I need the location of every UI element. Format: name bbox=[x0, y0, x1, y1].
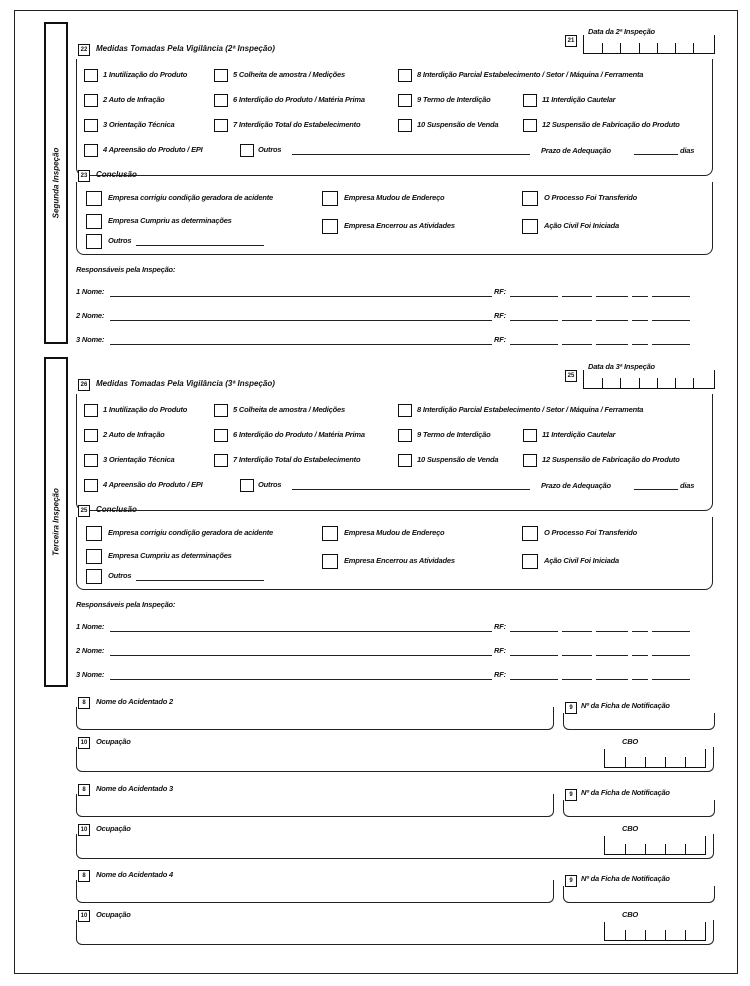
measure-checkbox[interactable] bbox=[214, 94, 228, 107]
responsavel-name-label: 1 Nome: bbox=[76, 287, 105, 296]
rf-label: RF: bbox=[494, 311, 506, 320]
measure-label: 1 Inutilização do Produto bbox=[103, 405, 188, 414]
conclusion-label: O Processo Foi Transferido bbox=[544, 528, 638, 537]
measure-label: 12 Suspensão de Fabricação do Produto bbox=[542, 120, 680, 129]
rf-label: RF: bbox=[494, 335, 506, 344]
field-number: 9 bbox=[565, 875, 577, 887]
prazo-label: Prazo de Adequação bbox=[541, 146, 611, 155]
field-number: 10 bbox=[78, 737, 90, 749]
measure-checkbox[interactable] bbox=[214, 69, 228, 82]
conclusion-label: Empresa corrigiu condição geradora de acidente bbox=[108, 193, 274, 202]
notification-field[interactable] bbox=[563, 713, 715, 730]
notification-label: Nº da Ficha de Notificação bbox=[581, 701, 670, 710]
measure-checkbox[interactable] bbox=[523, 429, 537, 442]
rf-segment[interactable] bbox=[510, 679, 558, 680]
conclusion-title: Conclusão bbox=[96, 505, 137, 514]
rf-segment[interactable] bbox=[510, 631, 558, 632]
conclusion-checkbox[interactable] bbox=[322, 191, 338, 206]
conclusion-label: Empresa Encerrou as Atividades bbox=[344, 556, 455, 565]
field-number: 10 bbox=[78, 824, 90, 836]
field-number: 26 bbox=[78, 379, 90, 391]
rf-label: RF: bbox=[494, 622, 506, 631]
conclusion-outros-line[interactable] bbox=[136, 245, 264, 246]
measure-label: 11 Interdição Cautelar bbox=[542, 95, 616, 104]
conclusion-checkbox[interactable] bbox=[322, 526, 338, 541]
measure-label: 11 Interdição Cautelar bbox=[542, 430, 616, 439]
measure-label: 2 Auto de Infração bbox=[103, 430, 165, 439]
date-input[interactable] bbox=[583, 370, 715, 389]
measure-label: 4 Apreensão do Produto / EPI bbox=[103, 480, 203, 489]
rf-segment[interactable] bbox=[596, 296, 628, 297]
field-number: 8 bbox=[78, 784, 90, 796]
responsavel-name-label: 3 Nome: bbox=[76, 335, 105, 344]
cbo-input[interactable] bbox=[604, 922, 706, 941]
rf-label: RF: bbox=[494, 646, 506, 655]
measure-label: 3 Orientação Técnica bbox=[103, 455, 175, 464]
field-number: 21 bbox=[565, 35, 577, 47]
outros-line[interactable] bbox=[292, 154, 530, 155]
conclusion-checkbox[interactable] bbox=[522, 526, 538, 541]
conclusion-label: Ação Civil Foi Iniciada bbox=[544, 556, 620, 565]
conclusion-label: Empresa Cumpriu as determinações bbox=[108, 216, 232, 225]
rf-segment[interactable] bbox=[562, 296, 592, 297]
conclusion-checkbox[interactable] bbox=[86, 526, 102, 541]
cbo-input[interactable] bbox=[604, 836, 706, 855]
conclusion-label: Empresa Mudou de Endereço bbox=[344, 528, 445, 537]
accident-name-field[interactable] bbox=[76, 707, 554, 730]
conclusion-checkbox[interactable] bbox=[86, 191, 102, 206]
rf-segment[interactable] bbox=[510, 344, 558, 345]
conclusion-label: Empresa Mudou de Endereço bbox=[344, 193, 445, 202]
conclusion-outros-line[interactable] bbox=[136, 580, 264, 581]
field-number: 10 bbox=[78, 910, 90, 922]
measure-label: 8 Interdição Parcial Estabelecimento / Setor / Máquina / Ferramenta bbox=[417, 70, 644, 79]
conclusion-checkbox[interactable] bbox=[322, 554, 338, 569]
responsavel-name-line[interactable] bbox=[110, 655, 492, 656]
rf-segment[interactable] bbox=[562, 320, 592, 321]
accident-name-label: Nome do Acidentado 2 bbox=[96, 697, 173, 706]
measure-checkbox[interactable] bbox=[398, 94, 412, 107]
rf-segment[interactable] bbox=[596, 631, 628, 632]
rf-segment[interactable] bbox=[510, 655, 558, 656]
rf-segment[interactable] bbox=[632, 320, 648, 321]
rf-segment[interactable] bbox=[652, 320, 690, 321]
side-tab-label: Terceira Inspeção bbox=[51, 488, 61, 556]
conclusion-label: O Processo Foi Transferido bbox=[544, 193, 638, 202]
rf-label: RF: bbox=[494, 287, 506, 296]
accident-name-field[interactable] bbox=[76, 880, 554, 903]
responsavel-name-line[interactable] bbox=[110, 320, 492, 321]
rf-segment[interactable] bbox=[510, 296, 558, 297]
occupation-label: Ocupação bbox=[96, 824, 131, 833]
cbo-label: CBO bbox=[622, 910, 639, 919]
measure-checkbox[interactable] bbox=[214, 404, 228, 417]
measure-checkbox[interactable] bbox=[398, 119, 412, 132]
dias-label: dias bbox=[680, 481, 695, 490]
measure-label: 9 Termo de Interdição bbox=[417, 430, 491, 439]
rf-segment[interactable] bbox=[632, 344, 648, 345]
rf-segment[interactable] bbox=[562, 344, 592, 345]
measure-label: 4 Apreensão do Produto / EPI bbox=[103, 145, 203, 154]
measure-checkbox[interactable] bbox=[84, 94, 98, 107]
conclusion-checkbox[interactable] bbox=[322, 219, 338, 234]
field-number: 8 bbox=[78, 870, 90, 882]
conclusion-label: Empresa Encerrou as Atividades bbox=[344, 221, 455, 230]
notification-field[interactable] bbox=[563, 886, 715, 903]
date-label: Data da 2ª Inspeção bbox=[588, 27, 655, 36]
measure-checkbox[interactable] bbox=[214, 454, 228, 467]
rf-segment[interactable] bbox=[632, 296, 648, 297]
notification-label: Nº da Ficha de Notificação bbox=[581, 874, 670, 883]
field-number: 25 bbox=[565, 370, 577, 382]
side-tab-inspection bbox=[44, 357, 68, 687]
dias-label: dias bbox=[680, 146, 695, 155]
measure-label: 10 Suspensão de Venda bbox=[417, 455, 499, 464]
measure-label: 8 Interdição Parcial Estabelecimento / Setor / Máquina / Ferramenta bbox=[417, 405, 644, 414]
measure-label: 2 Auto de Infração bbox=[103, 95, 165, 104]
measure-checkbox[interactable] bbox=[398, 69, 412, 82]
measure-checkbox[interactable] bbox=[398, 404, 412, 417]
field-number: 22 bbox=[78, 44, 90, 56]
rf-segment[interactable] bbox=[652, 631, 690, 632]
conclusion-label: Outros bbox=[108, 571, 132, 580]
responsavel-name-line[interactable] bbox=[110, 296, 492, 297]
measure-label: 6 Interdição do Produto / Matéria Prima bbox=[233, 95, 365, 104]
rf-segment[interactable] bbox=[596, 344, 628, 345]
rf-segment[interactable] bbox=[562, 631, 592, 632]
rf-segment[interactable] bbox=[652, 655, 690, 656]
rf-segment[interactable] bbox=[652, 296, 690, 297]
measure-label: 7 Interdição Total do Estabelecimento bbox=[233, 120, 361, 129]
responsavel-name-label: 1 Nome: bbox=[76, 622, 105, 631]
measure-checkbox[interactable] bbox=[240, 144, 254, 157]
rf-label: RF: bbox=[494, 670, 506, 679]
conclusion-label: Ação Civil Foi Iniciada bbox=[544, 221, 620, 230]
responsavel-name-line[interactable] bbox=[110, 631, 492, 632]
responsaveis-title: Responsáveis pela Inspeção: bbox=[76, 265, 176, 274]
field-number: 9 bbox=[565, 702, 577, 714]
side-tab-label: Segunda Inspeção bbox=[51, 147, 61, 219]
responsavel-name-line[interactable] bbox=[110, 679, 492, 680]
rf-segment[interactable] bbox=[562, 655, 592, 656]
notification-field[interactable] bbox=[563, 800, 715, 817]
measure-label: Outros bbox=[258, 145, 282, 154]
accident-name-field[interactable] bbox=[76, 794, 554, 817]
date-label: Data da 3ª Inspeção bbox=[588, 362, 655, 371]
accident-name-label: Nome do Acidentado 3 bbox=[96, 784, 173, 793]
outros-line[interactable] bbox=[292, 489, 530, 490]
cbo-label: CBO bbox=[622, 824, 639, 833]
conclusion-checkbox[interactable] bbox=[86, 569, 102, 584]
measure-label: 5 Colheita de amostra / Medições bbox=[233, 70, 345, 79]
measure-label: 9 Termo de Interdição bbox=[417, 95, 491, 104]
measure-checkbox[interactable] bbox=[214, 429, 228, 442]
measures-title: Medidas Tomadas Pela Vigilância (3ª Inspeção) bbox=[96, 379, 275, 388]
prazo-label: Prazo de Adequação bbox=[541, 481, 611, 490]
conclusion-checkbox[interactable] bbox=[522, 219, 538, 234]
rf-segment[interactable] bbox=[562, 679, 592, 680]
measure-label: Outros bbox=[258, 480, 282, 489]
notification-label: Nº da Ficha de Notificação bbox=[581, 788, 670, 797]
conclusion-checkbox[interactable] bbox=[522, 191, 538, 206]
conclusion-checkbox[interactable] bbox=[86, 214, 102, 229]
conclusion-label: Empresa corrigiu condição geradora de acidente bbox=[108, 528, 274, 537]
measure-checkbox[interactable] bbox=[84, 454, 98, 467]
rf-segment[interactable] bbox=[596, 679, 628, 680]
conclusion-label: Outros bbox=[108, 236, 132, 245]
conclusion-label: Empresa Cumpriu as determinações bbox=[108, 551, 232, 560]
responsavel-name-label: 2 Nome: bbox=[76, 646, 105, 655]
rf-segment[interactable] bbox=[632, 679, 648, 680]
measure-checkbox[interactable] bbox=[240, 479, 254, 492]
rf-segment[interactable] bbox=[652, 344, 690, 345]
rf-segment[interactable] bbox=[632, 631, 648, 632]
measure-label: 1 Inutilização do Produto bbox=[103, 70, 188, 79]
measure-checkbox[interactable] bbox=[523, 454, 537, 467]
measure-checkbox[interactable] bbox=[84, 119, 98, 132]
rf-segment[interactable] bbox=[632, 655, 648, 656]
responsavel-name-label: 2 Nome: bbox=[76, 311, 105, 320]
occupation-label: Ocupação bbox=[96, 910, 131, 919]
measure-label: 5 Colheita de amostra / Medições bbox=[233, 405, 345, 414]
rf-segment[interactable] bbox=[596, 655, 628, 656]
responsavel-name-line[interactable] bbox=[110, 344, 492, 345]
measure-label: 6 Interdição do Produto / Matéria Prima bbox=[233, 430, 365, 439]
rf-segment[interactable] bbox=[652, 679, 690, 680]
measure-checkbox[interactable] bbox=[84, 404, 98, 417]
measure-label: 10 Suspensão de Venda bbox=[417, 120, 499, 129]
measure-label: 7 Interdição Total do Estabelecimento bbox=[233, 455, 361, 464]
field-number: 23 bbox=[78, 170, 90, 182]
field-number: 8 bbox=[78, 697, 90, 709]
responsavel-name-label: 3 Nome: bbox=[76, 670, 105, 679]
field-number: 25 bbox=[78, 505, 90, 517]
measure-checkbox[interactable] bbox=[523, 94, 537, 107]
rf-segment[interactable] bbox=[510, 320, 558, 321]
conclusion-checkbox[interactable] bbox=[86, 549, 102, 564]
rf-segment[interactable] bbox=[596, 320, 628, 321]
prazo-line[interactable] bbox=[634, 489, 678, 490]
conclusion-title: Conclusão bbox=[96, 170, 137, 179]
measure-checkbox[interactable] bbox=[398, 454, 412, 467]
responsaveis-title: Responsáveis pela Inspeção: bbox=[76, 600, 176, 609]
measure-checkbox[interactable] bbox=[523, 119, 537, 132]
field-number: 9 bbox=[565, 789, 577, 801]
accident-name-label: Nome do Acidentado 4 bbox=[96, 870, 173, 879]
cbo-input[interactable] bbox=[604, 749, 706, 768]
side-tab-inspection bbox=[44, 22, 68, 344]
cbo-label: CBO bbox=[622, 737, 639, 746]
measure-checkbox[interactable] bbox=[84, 144, 98, 157]
conclusion-checkbox[interactable] bbox=[86, 234, 102, 249]
occupation-label: Ocupação bbox=[96, 737, 131, 746]
prazo-line[interactable] bbox=[634, 154, 678, 155]
measure-checkbox[interactable] bbox=[84, 479, 98, 492]
measure-checkbox[interactable] bbox=[214, 119, 228, 132]
measure-checkbox[interactable] bbox=[84, 429, 98, 442]
date-input[interactable] bbox=[583, 35, 715, 54]
measure-checkbox[interactable] bbox=[84, 69, 98, 82]
measures-title: Medidas Tomadas Pela Vigilância (2ª Inspeção) bbox=[96, 44, 275, 53]
measure-label: 3 Orientação Técnica bbox=[103, 120, 175, 129]
measure-label: 12 Suspensão de Fabricação do Produto bbox=[542, 455, 680, 464]
measure-checkbox[interactable] bbox=[398, 429, 412, 442]
conclusion-checkbox[interactable] bbox=[522, 554, 538, 569]
